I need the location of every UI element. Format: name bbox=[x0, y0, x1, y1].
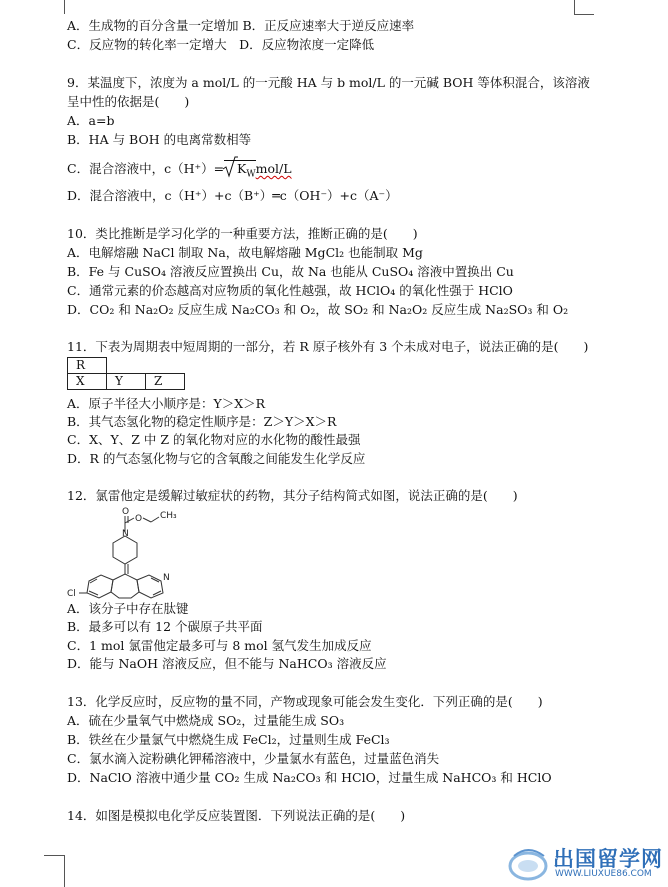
q10-option-d: D．CO₂ 和 Na₂O₂ 反应生成 Na₂CO₃ 和 O₂，故 SO₂ 和 Na₂O₂ 反应生成 Na₂SO₃ 和 O₂ bbox=[67, 302, 569, 317]
q10-stem: 10．类比推断是学习化学的一种重要方法，推断正确的是( ) bbox=[67, 226, 418, 241]
table-cell: Z bbox=[146, 374, 185, 390]
radical-sign-icon bbox=[222, 156, 238, 178]
q8-option-cd: C．反应物的转化率一定增大 D．反应物浓度一定降低 bbox=[67, 37, 375, 52]
table-cell bbox=[146, 358, 185, 374]
label-piperidine-nitrogen: N bbox=[122, 529, 129, 539]
table-cell bbox=[107, 358, 146, 374]
q9-option-a: A．a=b bbox=[67, 113, 115, 128]
q10-option-c: C．通常元素的价态越高对应物质的氧化性越强，故 HClO₄ 的氧化性强于 HClO bbox=[67, 283, 513, 298]
q9-option-c bbox=[67, 160, 292, 183]
q12-option-c: C．1 mol 氯雷他定最多可与 8 mol 氢气发生加成反应 bbox=[67, 638, 372, 653]
q9-stem-line1: 9．某温度下，浓度为 a mol/L 的一元酸 HA 与 b mol/L 的一元碱 BOH 等体积混合，该溶液 bbox=[67, 75, 590, 90]
label-ethyl-methyl: CH₃ bbox=[160, 511, 177, 521]
q10-option-a: A．电解熔融 NaCl 制取 Na，故电解熔融 MgCl₂ 也能制取 Mg bbox=[67, 245, 423, 260]
q11-stem: 11．下表为周期表中短周期的一部分，若 R 原子核外有 3 个未成对电子，说法正确的是( ) bbox=[67, 339, 589, 354]
periodic-table-fragment bbox=[67, 357, 185, 390]
crop-mark-bottom-left-h bbox=[44, 855, 64, 856]
watermark-title: 出国留学网 bbox=[553, 847, 663, 871]
q8-option-ab: A．生成物的百分含量一定增加 B．正反应速率大于逆反应速率 bbox=[67, 18, 415, 33]
q14-stem: 14．如图是模拟电化学反应装置图．下列说法正确的是( ) bbox=[67, 808, 406, 823]
table-cell: R bbox=[68, 358, 107, 374]
label-ester-oxygen: O bbox=[135, 514, 143, 524]
watermark-url: WWW.LIUXUE86.COM bbox=[555, 869, 652, 879]
q13-option-a: A．硫在少量氧气中燃烧成 SO₂，过量能生成 SO₃ bbox=[67, 713, 345, 728]
q11-option-a: A．原子半径大小顺序是：Y＞X＞R bbox=[67, 396, 266, 411]
q13-stem: 13．化学反应时，反应物的量不同，产物或现象可能会发生变化．下列正确的是( ) bbox=[67, 694, 543, 709]
q9-option-b: B．HA 与 BOH 的电离常数相等 bbox=[67, 132, 252, 147]
q9-option-d: D．混合溶液中，c（H⁺）+c（B⁺）═c（OH⁻）+c（A⁻） bbox=[67, 188, 398, 203]
crop-mark-bottom-left bbox=[64, 855, 65, 887]
q13-option-b: B．铁丝在少量氯气中燃烧生成 FeCl₂，过量则生成 FeCl₃ bbox=[67, 732, 390, 747]
label-pyridine-nitrogen: N bbox=[163, 573, 170, 583]
q9-option-c-unit: mol/L bbox=[255, 161, 292, 176]
table-cell: X bbox=[68, 374, 107, 390]
q12-option-a: A．该分子中存在肽键 bbox=[67, 601, 189, 616]
crop-mark-top-right bbox=[574, 0, 575, 14]
table-cell: Y bbox=[107, 374, 146, 390]
sqrt-symbol bbox=[224, 160, 256, 183]
q11-option-b: B．其气态氢化物的稳定性顺序是：Z＞Y＞X＞R bbox=[67, 414, 337, 429]
label-carbonyl-oxygen: O bbox=[122, 507, 130, 517]
loratadine-structure-diagram bbox=[67, 505, 187, 600]
q9-stem-line2: 呈中性的依据是( ) bbox=[67, 94, 190, 109]
q11-option-d: D．R 的气态氢化物与它的含氧酸之间能发生化学反应 bbox=[67, 451, 366, 466]
q12-option-b: B．最多可以有 12 个碳原子共平面 bbox=[67, 619, 263, 634]
q12-option-d: D．能与 NaOH 溶液反应，但不能与 NaHCO₃ 溶液反应 bbox=[67, 656, 387, 671]
q9-option-c-prefix: C．混合溶液中，c（H⁺）= bbox=[67, 161, 225, 176]
q13-option-c: C．氯水滴入淀粉碘化钾稀溶液中，少量氯水有蓝色，过量蓝色消失 bbox=[67, 751, 440, 766]
label-chlorine: Cl bbox=[67, 589, 76, 599]
table-row bbox=[68, 374, 185, 390]
q10-option-b: B．Fe 与 CuSO₄ 溶液反应置换出 Cu，故 Na 也能从 CuSO₄ 溶液中置换出 Cu bbox=[67, 264, 514, 279]
crop-mark-top-left bbox=[64, 0, 65, 14]
sqrt-radicand-subscript: W bbox=[246, 169, 256, 180]
table-row bbox=[68, 358, 185, 374]
q13-option-d: D．NaClO 溶液中通少量 CO₂ 生成 Na₂CO₃ 和 HClO，过量生成 NaHCO₃ 和 HClO bbox=[67, 770, 552, 785]
q12-stem: 12．氯雷他定是缓解过敏症状的药物，其分子结构简式如图，说法正确的是( ) bbox=[67, 488, 518, 503]
sqrt-radicand: K bbox=[237, 161, 247, 176]
crop-mark-top-right-h bbox=[574, 14, 594, 15]
q11-option-c: C．X、Y、Z 中 Z 的氧化物对应的水化物的酸性最强 bbox=[67, 432, 361, 447]
